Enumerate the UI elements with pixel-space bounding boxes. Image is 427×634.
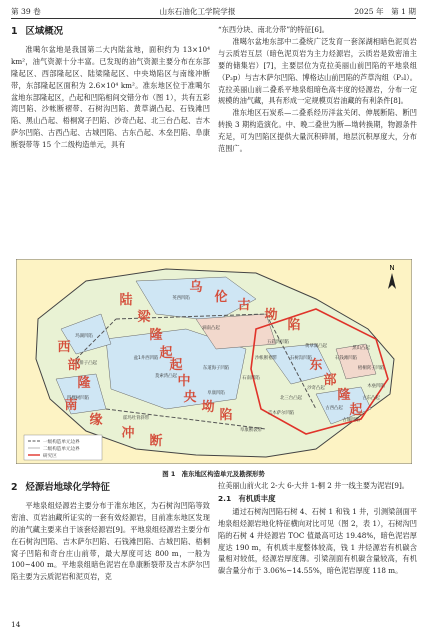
section-1-paragraph-1: 准噶尔盆地是我国第二大内陆盆地，面积约为 13×10⁴ km²，油气资源十分丰富。已发现的油气资源主要分布在东部隆起区、西部隆起区、陆梁隆起区、中央坳陷区与南缘冲断带，东部隆起区面积为 2.6×10⁴ km²。准东地区位于准噶尔盆地东部隆起区，凸起和凹陷相间交错分布（图 1），共有五彩湾凹陷、沙帐断褶带、石树沟凹陷、黄草湖凸起、石钱滩凹陷、黑山凸起、梧桐窝子凹陷、沙奇凸起、北三台凸起、吉木萨尔凹陷、古西凸起、古城凹陷、古东凸起、木垒凹陷、阜康断裂带等 15 个二级构造单元，具有 — [11, 44, 210, 150]
unit-label: 梧桐窝子凹陷 — [357, 366, 385, 371]
unit-label: 北三台凸起 — [280, 396, 302, 401]
unit-label: 车排子凸起 — [75, 361, 97, 366]
svg-text:N: N — [389, 264, 395, 272]
unit-label: 古东凸起 — [362, 396, 380, 401]
section-1-title: 区域概况 — [25, 26, 64, 37]
header-issue: 2025 年 第 1 期 — [354, 6, 416, 16]
big-label: 坳 — [264, 308, 278, 323]
unit-label: 沙奇凸起 — [307, 386, 325, 391]
big-label: 西 — [57, 340, 71, 355]
unit-label: 五彩湾凹陷 — [267, 340, 289, 345]
subsection-title: 有机质丰度 — [238, 493, 276, 503]
unit-label: 阜康断裂带 — [240, 428, 262, 433]
big-label: 陷 — [219, 408, 233, 423]
section-1-right-paragraph-1: “东西分块、南北分带”的特征[6]。 — [218, 25, 329, 34]
section-1-number: 1 — [11, 26, 18, 37]
right-column-top — [218, 24, 417, 155]
big-label: 部 — [323, 373, 337, 388]
big-label: 隆 — [337, 388, 351, 403]
unit-label: 吉木萨尔凹陷 — [267, 411, 295, 416]
big-label: 东 — [309, 358, 323, 373]
subsection-2-1-heading — [218, 493, 417, 505]
big-label: 冲 — [121, 426, 135, 441]
subsection-number: 2.1 — [218, 493, 232, 503]
map-legend — [24, 435, 102, 460]
unit-label: 阜康凹陷 — [207, 391, 225, 396]
section-2-right-paragraph-1: 拉美丽山前火北 2-大 6-大井 1-桐 2 井一线主要为泥岩[9]。 — [218, 481, 409, 490]
unit-label: 古城凹陷 — [342, 418, 360, 423]
unit-label: 四棵树凹陷 — [67, 396, 89, 401]
legend-first-order: 一级构造单元边界 — [43, 440, 80, 445]
unit-label: 盆1井西凹陷 — [133, 356, 159, 361]
big-label: 伦 — [214, 290, 228, 305]
section-1-right-paragraph-3: 准东地区石炭系—二叠系经历洋盆关闭、伸展断陷、断凹转换 3 期构造演化。中、晚二叠世为断—坳转换期，物源条件充足，可为凹陷区提供大量沉积碎屑，地层沉积厚度大，分布范围广。 — [218, 108, 417, 154]
legend-second-order: 二级构造单元边界 — [43, 447, 80, 452]
unit-label: 滴南凸起 — [202, 326, 220, 331]
section-2-right-paragraph-2: 通过石树沟凹陷石树 4、石树 1 和钱 1 井，引测梁剖面平地泉组烃源岩地化特征横向对比可见（图 2，表 1），石树沟凹陷的石树 4 井烃源岩 TOC 值最高可达 19.48%，暗色泥岩厚度达 190 m，有机质丰度整体较高，钱 1 井烃源岩有机碳含量相对较低，烃源岩厚度薄。引梁剖面有机碳含量较高，有机碳含量分布于 3.06%~14.55%，暗色泥岩厚度 118 m。 — [218, 506, 417, 576]
big-label: 起 — [349, 403, 363, 418]
section-2-title: 烃源岩地球化学特征 — [25, 482, 110, 493]
figure-caption: 图 1 准东地区构造单元及勘探形势 — [162, 470, 265, 478]
big-label: 部 — [67, 358, 81, 373]
big-label: 南 — [64, 398, 78, 413]
section-1-right-paragraph-2: 准噶尔盆地东部中二叠统广泛发育一套深湖相暗色泥页岩与云质岩互层（暗色泥页岩为主力烃源岩，云质岩是致密油主要的储集岩）[7]，主要层位为克拉美丽山前凹陷的平地泉组（P₂p）与吉木萨尔凹陷、博格达山前凹陷的芦草沟组（P₂l）。克拉美丽山前二叠系平地泉组暗色高丰度的烃源岩，分布一定规模的油气藏，具有形成一定规模页岩油藏的有利条件[8]。 — [218, 36, 417, 106]
big-label: 缘 — [89, 413, 103, 428]
big-label: 央 — [183, 390, 197, 405]
big-label: 古 — [237, 298, 251, 313]
big-label: 梁 — [137, 310, 151, 325]
header-rule — [11, 18, 416, 19]
unit-label: 玛湖凹陷 — [75, 334, 93, 339]
tectonic-unit-map — [16, 259, 412, 464]
header-volume: 第 39 卷 — [11, 6, 41, 16]
big-label: 乌 — [189, 280, 203, 295]
page-number: 14 — [11, 620, 21, 629]
section-2-paragraph-1: 平地泉组烃源岩主要分布于准东地区，为石树沟凹陷等致密油、页岩油藏所证实的一套有效烃源岩，目前准东地区发现的油气藏主要来自于该套烃源岩[9]。平地泉组烃源岩主要分布在石树沟凹陷、吉木萨尔凹陷、石钱滩凹陷、古城凹陷、梧桐窝子凹陷和奇台庄山前带，最大厚度可达 800 m，一般为 100~400 m。平地泉组暗色泥岩在阜康断裂带及吉木萨尔凹陷主要为云质泥岩和泥页岩，克 — [11, 500, 210, 582]
big-label: 陷 — [287, 318, 301, 333]
running-header — [11, 4, 416, 18]
big-label: 起 — [159, 346, 173, 361]
unit-label: 古西凸起 — [325, 406, 343, 411]
unit-label: 英西凹陷 — [172, 296, 190, 301]
big-label: 中 — [177, 374, 191, 389]
unit-label: 黑山凸起 — [352, 346, 370, 351]
unit-label: 莫索湾凸起 — [155, 374, 177, 379]
unit-label: 石树沟凹陷 — [290, 356, 312, 361]
unit-label: 黄草湖凸起 — [305, 344, 327, 349]
unit-label: 东道海子凹陷 — [202, 366, 230, 371]
big-label: 隆 — [77, 376, 91, 391]
left-column-top — [11, 24, 210, 151]
section-1-heading — [11, 26, 210, 38]
section-2-number: 2 — [11, 482, 18, 493]
unit-label: 石南凹陷 — [242, 376, 260, 381]
big-label: 坳 — [201, 400, 215, 415]
unit-label: 霍玛吐背斜带 — [122, 416, 150, 421]
right-column-bottom — [218, 480, 417, 577]
big-label: 断 — [149, 434, 163, 449]
left-column-bottom — [11, 480, 210, 583]
big-label: 隆 — [149, 328, 163, 343]
section-2-heading — [11, 482, 210, 494]
legend-study-area: 研究区 — [43, 454, 57, 459]
header-journal: 山东石油化工学院学报 — [159, 6, 236, 16]
big-label: 陆 — [119, 293, 133, 308]
unit-label: 木垒凹陷 — [367, 384, 385, 389]
unit-label: 石钱滩凹陷 — [335, 356, 357, 361]
big-label: 起 — [169, 358, 183, 373]
unit-label: 沙帐断褶带 — [255, 356, 277, 361]
